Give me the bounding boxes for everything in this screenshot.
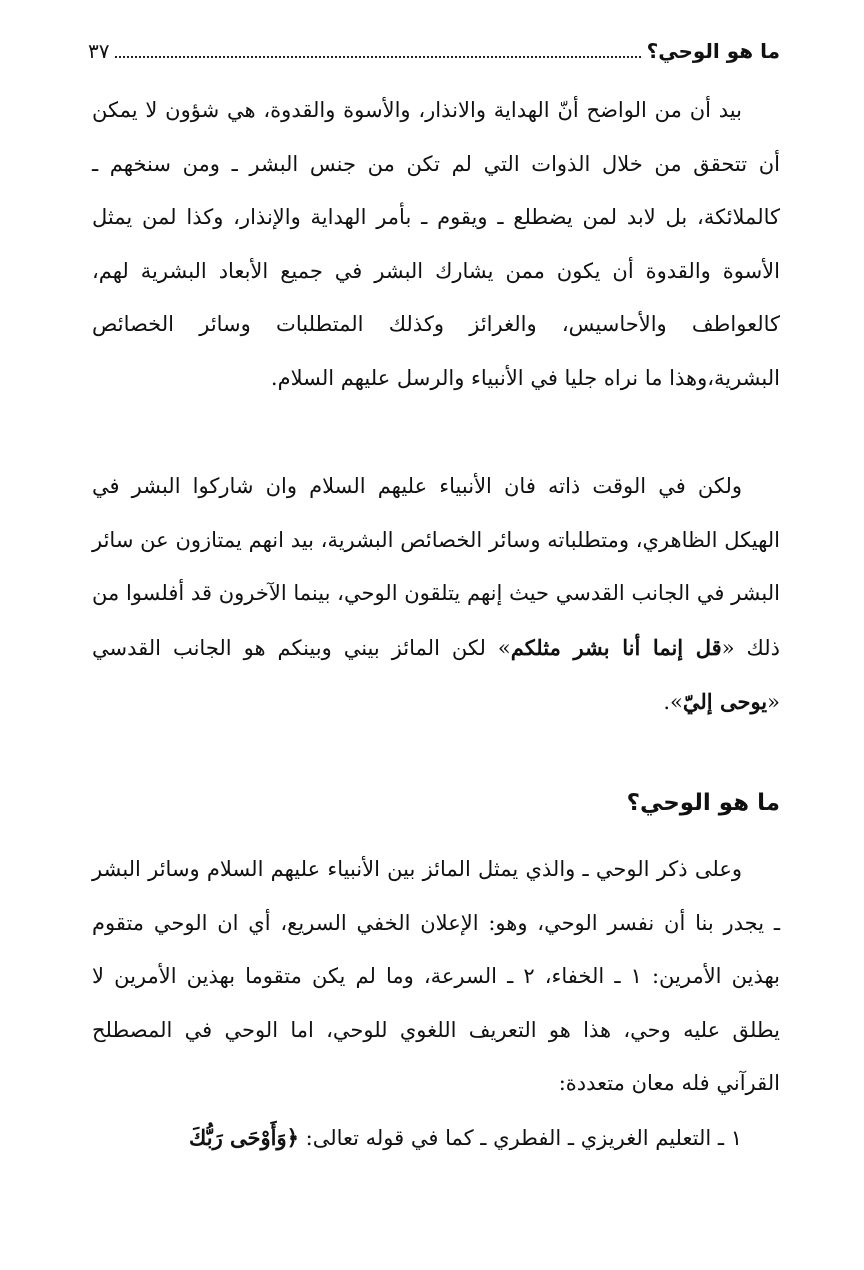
quran-quote-2: يوحى إليّ [682,689,768,714]
paragraph-3: وعلى ذكر الوحي ـ والذي يمثل المائز بين الأنبياء عليهم السلام وسائر البشر ـ يجدر بنا أن نفسر الوحي، وهو: الإعلان الخفي السريع، أي ان الوحي متقوم بهذين الأمرين: ١ ـ الخفاء، ٢ ـ السرعة، وما لم يكن متقوما بهذين الأمرين لا يطلق عليه وحي، هذا هو التعريف اللغوي للوحي، اما الوحي في المصطلح القرآني فله معان متعددة: [92,857,781,1095]
running-header [88,34,780,68]
text-block-3 [92,843,780,1165]
quran-quote-3: ﴿وَأَوْحَى رَبُّكَ [189,1124,299,1150]
quran-quote-1: قل إنما أنا بشر مثلكم [510,634,722,660]
paragraph-2-text-a: ولكن في الوقت ذاته فان الأنبياء عليهم السلام وان شاركوا البشر في الهيكل الظاهري، ومتطلباته وسائر الخصائص البشرية، بيد انهم يمتازون عن سائر البشر في الجانب القدسي حيث إنهم يتلقون الوحي، بينما الآخرون قد أفلسوا من ذلك « [92,474,780,660]
section-heading: ما هو الوحي؟ [626,790,780,816]
header-dot-leader [115,44,640,58]
page-number: ٣٧ [88,39,110,63]
paragraph-2-text-c: ». [663,690,683,714]
text-block-2 [92,460,780,730]
header-title: ما هو الوحي؟ [646,39,780,63]
list-item-1-text: ١ ـ التعليم الغريزي ـ الفطري ـ كما في قوله تعالى: [298,1125,742,1150]
paragraph-2 [92,460,780,730]
paragraph-2-text-b: » لكن المائز بيني وبينكم هو الجانب القدسي « [92,635,780,714]
text-block-1 [92,84,780,405]
paragraph-1: بيد أن من الواضح أنّ الهداية والانذار، والأسوة والقدوة، هي شؤون لا يمكن أن تتحقق من خلال الذوات التي لم تكن من جنس البشر ـ ومن سنخهم ـ كالملائكة، بل لابد لمن يضطلع ـ ويقوم ـ بأمر الهداية والإنذار، وكذا لمن يمثل الأسوة والقدوة أن يكون ممن يشارك البشر في جميع الأبعاد البشرية لهم، كالعواطف والأحاسيس، والغرائز وكذلك المتطلبات وسائر الخصائص البشرية،وهذا ما نراه جليا في الأنبياء والرسل عليهم السلام. [92,98,780,390]
list-item-1 [92,1111,780,1166]
